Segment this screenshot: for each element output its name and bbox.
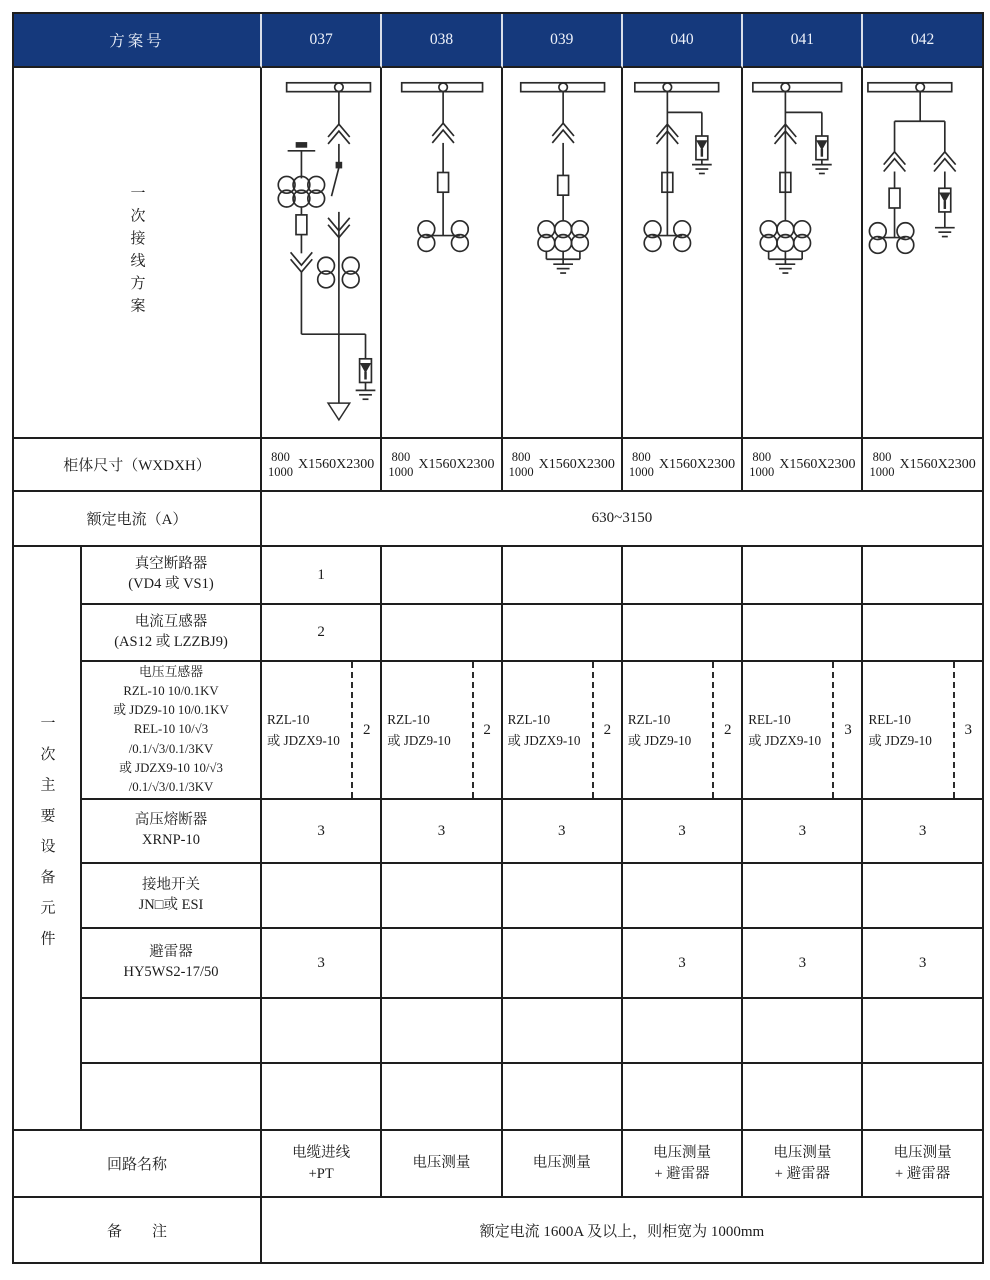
header-scheme-037: 037 <box>262 14 382 68</box>
qty-cell <box>863 864 983 929</box>
qty-cell <box>623 864 743 929</box>
qty-cell <box>382 547 502 605</box>
cabinet-size-cell <box>262 439 382 492</box>
header-scheme-label: 方案号 <box>14 14 262 68</box>
qty-cell <box>863 1064 983 1131</box>
equip-name-current-transformer: 电流互感器 (AS12 或 LZZBJ9) <box>82 605 262 662</box>
cabinet-size-cell: 800 1000 X1560X2300 <box>743 439 863 492</box>
qty-cell <box>743 999 863 1064</box>
circuit-name-cell: 电压测量 + 避雷器 <box>743 1131 863 1198</box>
circuit-name-label: 回路名称 <box>14 1131 262 1198</box>
wiring-row-label: 一次接线方案 <box>14 68 262 439</box>
qty-cell: 3 <box>743 800 863 864</box>
header-scheme-038: 038 <box>382 14 502 68</box>
cabinet-size-cell: 800 1000 X1560X2300 <box>382 439 502 492</box>
vt-qty: 3 <box>832 662 861 798</box>
remark-value: 额定电流 1600A 及以上，则柜宽为 1000mm <box>262 1198 984 1264</box>
qty-cell: 3 <box>382 800 502 864</box>
equip-name-hv-fuse: 高压熔断器 XRNP-10 <box>82 800 262 864</box>
circuit-name-cell: 电缆进线 +PT <box>262 1131 382 1198</box>
qty-cell <box>863 547 983 605</box>
equip-name-spare <box>82 1064 262 1131</box>
vt-model-cell: RZL-10 或 JDZX9-10 2 <box>262 662 382 800</box>
vt-qty: 2 <box>472 662 501 798</box>
qty-cell <box>863 605 983 662</box>
vt-model-cell: REL-10 或 JDZX9-10 3 <box>743 662 863 800</box>
equipment-group-label: 一次主要设备元件 <box>14 547 82 1131</box>
qty-cell <box>743 1064 863 1131</box>
equip-name-spare <box>82 999 262 1064</box>
qty-cell: 3 <box>623 800 743 864</box>
qty-cell <box>863 999 983 1064</box>
equip-name-vacuum-breaker: 真空断路器 (VD4 或 VS1) <box>82 547 262 605</box>
qty-cell <box>382 929 502 999</box>
qty-cell <box>262 864 382 929</box>
equip-name-arrester: 避雷器 HY5WS2-17/50 <box>82 929 262 999</box>
qty-cell: 3 <box>863 800 983 864</box>
circuit-name-cell: 电压测量 <box>503 1131 623 1198</box>
cabinet-size-cell: 800 1000 X1560X2300 <box>623 439 743 492</box>
qty-cell <box>503 547 623 605</box>
vt-model-cell: RZL-10 或 JDZ9-10 2 <box>623 662 743 800</box>
qty-cell <box>382 999 502 1064</box>
qty-cell: 3 <box>262 800 382 864</box>
qty-cell <box>382 864 502 929</box>
qty-cell: 3 <box>262 929 382 999</box>
qty-cell <box>503 929 623 999</box>
circuit-name-cell: 电压测量 + 避雷器 <box>623 1131 743 1198</box>
wiring-diagram-042 <box>863 68 983 439</box>
qty-cell <box>503 999 623 1064</box>
circuit-name-cell: 电压测量 + 避雷器 <box>863 1131 983 1198</box>
qty-cell <box>623 547 743 605</box>
qty-cell <box>743 605 863 662</box>
qty-cell <box>623 1064 743 1131</box>
remark-label: 备 注 <box>14 1198 262 1264</box>
vt-model-cell: RZL-10 或 JDZX9-10 2 <box>503 662 623 800</box>
equip-name-voltage-transformer: 电压互感器 RZL-10 10/0.1KV 或 JDZ9-10 10/0.1KV REL-10 10/√3 /0.1/√3/0.1/3KV 或 JDZX9-10 10/√3 /0.1/√3/0.1/3KV <box>82 662 262 800</box>
qty-cell <box>743 547 863 605</box>
qty-cell: 3 <box>503 800 623 864</box>
qty-cell <box>623 999 743 1064</box>
vt-model-cell: RZL-10 或 JDZ9-10 2 <box>382 662 502 800</box>
header-scheme-042: 042 <box>863 14 983 68</box>
cabinet-size-cell: 800 1000 X1560X2300 <box>863 439 983 492</box>
cabinet-width-a: 800 <box>271 449 290 464</box>
header-scheme-039: 039 <box>503 14 623 68</box>
vt-qty: 2 <box>592 662 621 798</box>
qty-cell <box>382 1064 502 1131</box>
wiring-diagram-041 <box>743 68 863 439</box>
qty-cell <box>262 1064 382 1131</box>
qty-cell: 3 <box>623 929 743 999</box>
qty-cell <box>382 605 502 662</box>
qty-cell <box>503 864 623 929</box>
cabinet-dims: X1560X2300 <box>298 456 375 472</box>
qty-cell: 3 <box>743 929 863 999</box>
wiring-diagram-040 <box>623 68 743 439</box>
rated-current-value: 630~3150 <box>262 492 984 547</box>
cabinet-size-label: 柜体尺寸（WXDXH） <box>14 439 262 492</box>
cabinet-size-cell: 800 1000 X1560X2300 <box>503 439 623 492</box>
header-scheme-040: 040 <box>623 14 743 68</box>
header-scheme-041: 041 <box>743 14 863 68</box>
cabinet-width-b: 1000 <box>268 464 294 479</box>
circuit-name-cell: 电压测量 <box>382 1131 502 1198</box>
qty-cell <box>262 999 382 1064</box>
qty-cell <box>743 864 863 929</box>
qty-cell <box>503 605 623 662</box>
equip-name-earthing-switch: 接地开关 JN□或 ESI <box>82 864 262 929</box>
qty-cell <box>623 605 743 662</box>
vt-qty: 2 <box>351 662 380 798</box>
wiring-diagram-038 <box>382 68 502 439</box>
vt-qty: 2 <box>712 662 741 798</box>
qty-cell: 1 <box>262 547 382 605</box>
vt-qty: 3 <box>953 662 982 798</box>
vt-model-cell: REL-10 或 JDZ9-10 3 <box>863 662 983 800</box>
wiring-diagram-037 <box>262 68 382 439</box>
rated-current-label: 额定电流（A） <box>14 492 262 547</box>
qty-cell <box>503 1064 623 1131</box>
scheme-table <box>12 12 984 1264</box>
qty-cell: 2 <box>262 605 382 662</box>
wiring-diagram-039 <box>503 68 623 439</box>
qty-cell: 3 <box>863 929 983 999</box>
